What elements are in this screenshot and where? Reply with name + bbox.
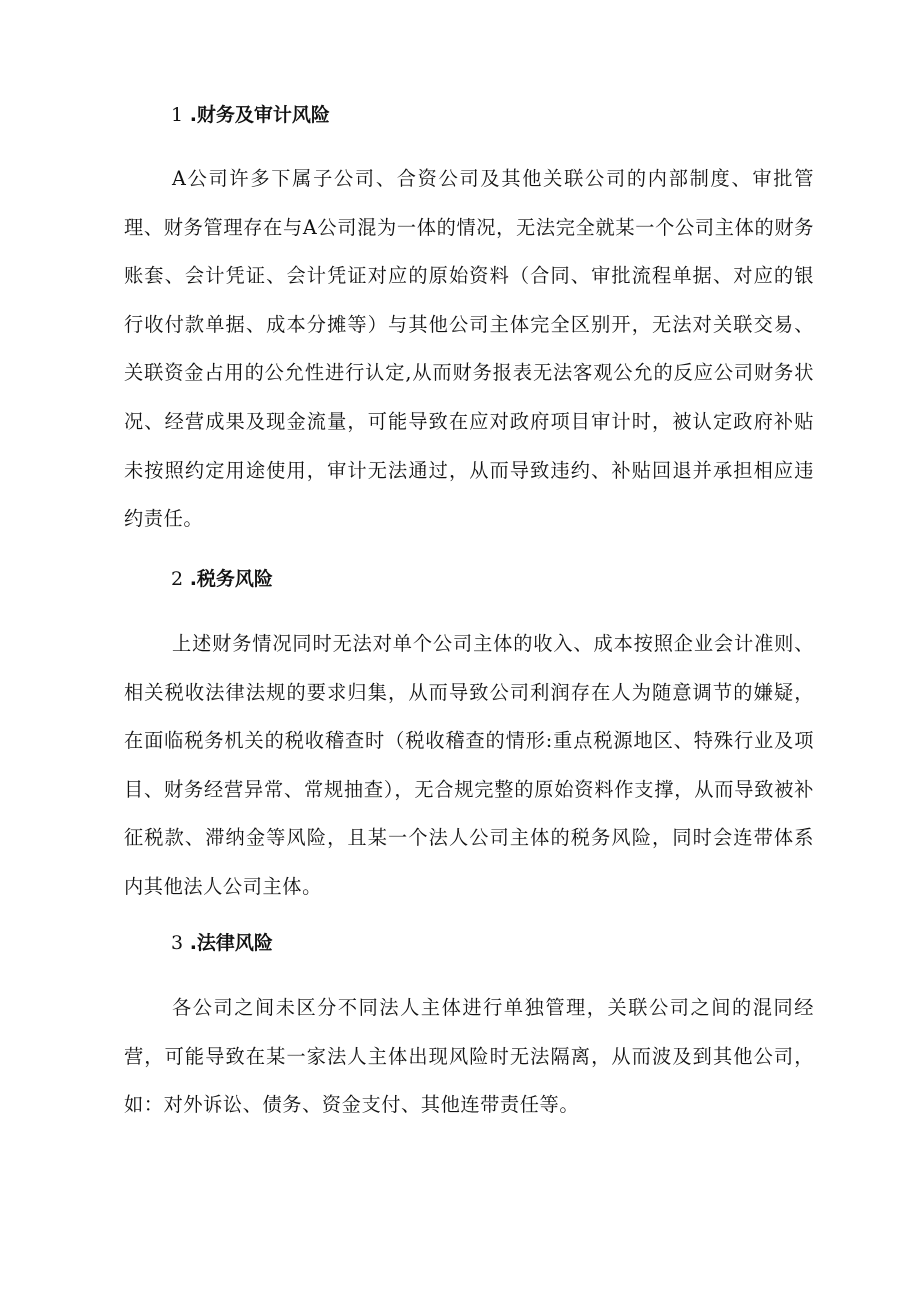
section-number: 1 — [171, 104, 184, 126]
section-heading-1 — [171, 101, 330, 129]
section-body-1: A公司许多下属子公司、合资公司及其他关联公司的内部制度、审批管理、财务管理存在与A公司混为一体的情况，无法完全就某一个公司主体的财务账套、会计凭证、会计凭证对应的原始资料（合同、审批流程单据、对应的银行收付款单据、成本分摊等）与其他公司主体完全区别开，无法对关联交易、关联资金占用的公允性进行认定,从而财务报表无法客观公允的反应公司财务状况、经营成果及现金流量，可能导致在应对政府项目审计时，被认定政府补贴未按照约定用途使用，审计无法通过，从而导致违约、补贴回退并承担相应违约责任。 — [124, 167, 814, 531]
section-heading-3 — [171, 929, 273, 957]
section-body-3: 各公司之间未区分不同法人主体进行单独管理，关联公司之间的混同经营，可能导致在某一家法人主体出现风险时无法隔离，从而波及到其他公司，如：对外诉讼、债务、资金支付、其他连带责任等。 — [124, 996, 814, 1117]
section-title: .法律风险 — [189, 932, 273, 954]
section-heading-2 — [171, 565, 273, 593]
section-number: 2 — [171, 568, 184, 590]
section-number: 3 — [171, 932, 184, 954]
section-title: .税务风险 — [189, 568, 273, 590]
section-body-2: 上述财务情况同时无法对单个公司主体的收入、成本按照企业会计准则、相关税收法律法规的要求归集，从而导致公司利润存在人为随意调节的嫌疑，在面临税务机关的税收稽查时（税收稽查的情形:重点税源地区、特殊行业及项目、财务经营异常、常规抽查），无合规完整的原始资料作支撑，从而导致被补征税款、滞纳金等风险，且某一个法人公司主体的税务风险，同时会连带体系内其他法人公司主体。 — [124, 632, 814, 898]
section-title: .财务及审计风险 — [189, 104, 330, 126]
